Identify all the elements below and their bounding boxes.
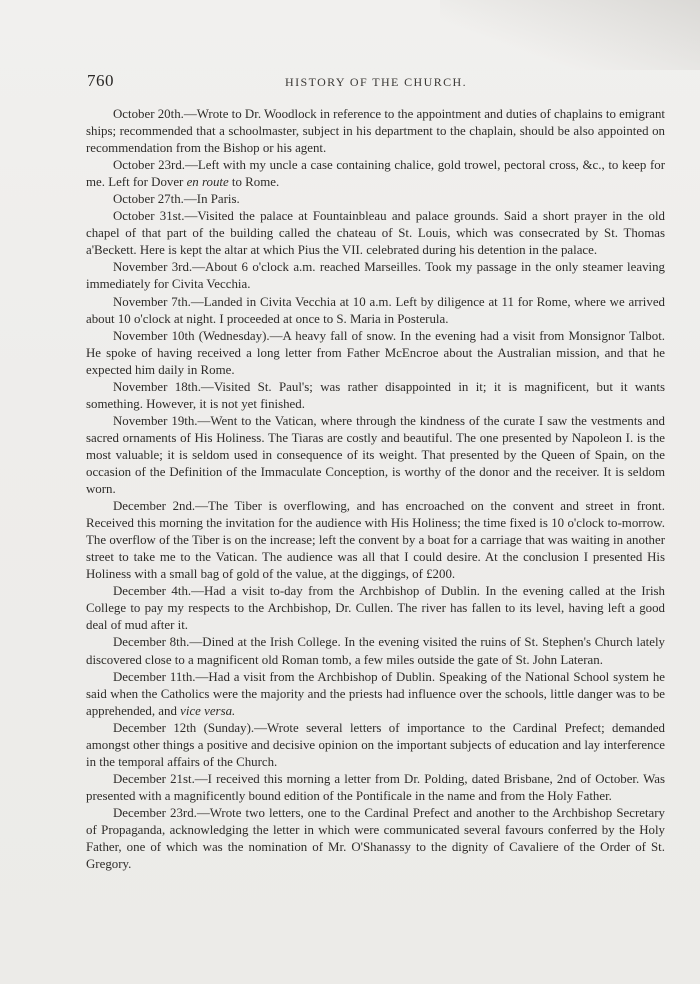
paragraph-dec-21: December 21st.—I received this morning a letter from Dr. Polding, dated Brisbane, 2nd of October. Was presented with a magnificently bound edition of the Pontificale in the name and from the Holy Father. [86, 771, 665, 803]
paragraph-oct-27: October 27th.—In Paris. [113, 192, 240, 207]
page-shadow [440, 0, 700, 70]
paragraph-nov-7: November 7th.—Landed in Civita Vecchia at 10 a.m. Left by diligence at 11 for Rome, where we arrived about 10 o'clock at night. I proceeded at once to S. Maria in Posterula. [86, 294, 665, 326]
paragraph-text: to Rome. [228, 175, 280, 190]
body-text [86, 106, 665, 873]
page-number: 760 [87, 71, 114, 90]
paragraph-nov-18: November 18th.—Visited St. Paul's; was rather disappointed in it; it is magnificent, but it wants something. However, it is not yet finished. [86, 379, 665, 411]
italic-phrase: vice versa. [180, 703, 236, 718]
paragraph-oct-31: October 31st.—Visited the palace at Fountainbleau and palace grounds. Said a short prayer in the old chapel of that part of the building called the chateau of St. Louis, which was consecrated by St. Thomas a'Beckett. Here is kept the altar at which Pius the VII. celebrated during his detention in the palace. [86, 209, 665, 258]
paragraph-oct-23 [86, 157, 665, 191]
paragraph-nov-10: November 10th (Wednesday).—A heavy fall of snow. In the evening had a visit from Monsignor Talbot. He spoke of having received a long letter from Father McEncroe about the Australian mission, and that he expected him daily in Rome. [86, 328, 665, 377]
paragraph-dec-8: December 8th.—Dined at the Irish College. In the evening visited the ruins of St. Stephen's Church lately discovered close to a magnificent old Roman tomb, a few miles outside the gate of St. John Lateran. [86, 635, 665, 667]
paragraph-text: December 11th.—Had a visit from the Archbishop of Dublin. Speaking of the National School system he said when the Catholics were the majority and the priests had influence over the schools, little danger was to be apprehended, and [86, 669, 665, 718]
page-header [87, 71, 665, 93]
paragraph-nov-3: November 3rd.—About 6 o'clock a.m. reached Marseilles. Took my passage in the only steamer leaving immediately for Civita Vecchia. [86, 260, 665, 292]
paragraph-oct-20: October 20th.—Wrote to Dr. Woodlock in reference to the appointment and duties of chaplains to emigrant ships; recommended that a schoolmaster, subject in his department to the chaplain, should be also appointed on recommendation from the Bishop or his agent. [86, 107, 665, 156]
paragraph-dec-12: December 12th (Sunday).—Wrote several letters of importance to the Cardinal Prefect; demanded amongst other things a positive and decisive opinion on the important subjects of education and lay interference in the temporal affairs of the Church. [86, 720, 665, 769]
paragraph-dec-2: December 2nd.—The Tiber is overflowing, and has encroached on the convent and street in front. Received this morning the invitation for the audience with His Holiness; the time fixed is 10 o'clock to-morrow. The overflow of the Tiber is on the increase; left the convent by a boat for a carriage that was waiting in another street to take me to the Vatican. The audience was all that I could desire. At the conclusion I presented His Holiness with a small bag of gold of the value, at the diggings, of £200. [86, 499, 665, 582]
paragraph-dec-11 [86, 669, 665, 720]
paragraph-dec-23: December 23rd.—Wrote two letters, one to the Cardinal Prefect and another to the Archbishop Secretary of Propaganda, acknowledging the letter in which were communicated several favours conferred by the Holy Father, one of which was the nomination of Mr. O'Shanassy to the dignity of Cavaliere of the Order of St. Gregory. [86, 805, 665, 872]
running-head: HISTORY OF THE CHURCH. [285, 75, 467, 89]
paragraph-text: October 23rd.—Left with my uncle a case containing chalice, gold trowel, pectoral cross, &c., to keep for me. Left for Dover [86, 158, 665, 190]
paragraph-dec-4: December 4th.—Had a visit to-day from the Archbishop of Dublin. In the evening called at the Irish College to pay my respects to the Archbishop, Dr. Cullen. The river has fallen to its level, having left a good deal of mud after it. [86, 584, 665, 633]
paragraph-nov-19: November 19th.—Went to the Vatican, where through the kindness of the curate I saw the vestments and sacred ornaments of His Holiness. The Tiaras are costly and beautiful. The one presented by Napoleon I. is the most valuable; it is seldom used in consequence of its weight. That presented by the Queen of Spain, on the occasion of the Definition of the Immaculate Conception, is worthy of the donor and the receiver. It is seldom worn. [86, 413, 665, 497]
italic-phrase: en route [186, 175, 229, 190]
